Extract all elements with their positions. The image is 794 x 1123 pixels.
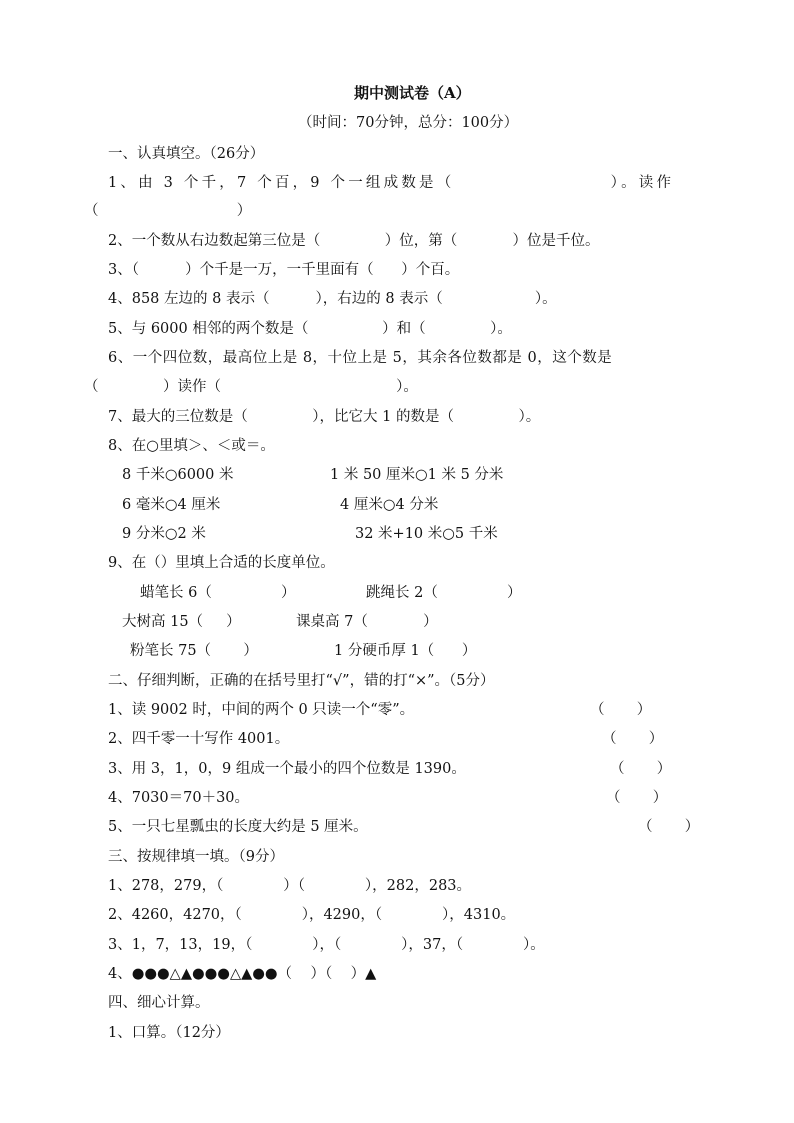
compare-item: 1 米 50 厘米○1 米 5 分米 [330, 467, 504, 483]
pattern-question-1: 1、278，279，（ ）（ ），282，283。 [108, 878, 472, 894]
judge-item: 2、四千零一十写作 4001。 [108, 731, 290, 747]
question-9: 9、在（）里填上合适的长度单位。 [108, 555, 335, 571]
unit-item: 课桌高 7（ ） [296, 614, 438, 630]
question-6-line-1: 6、一个四位数，最高位上是 8，十位上是 5，其余各位数都是 0，这个数是 [108, 350, 613, 366]
question-1-line-2: （ ） [84, 203, 252, 219]
section-4-heading: 四、细心计算。 [108, 995, 210, 1011]
question-2: 2、一个数从右边数起第三位是（ ）位，第（ ）位是千位。 [108, 233, 600, 249]
question-4: 4、858 左边的 8 表示（ ），右边的 8 表示（ ）。 [108, 291, 557, 307]
compare-item: 9 分米○2 米 [122, 526, 206, 542]
compare-item: 4 厘米○4 分米 [340, 497, 439, 513]
compare-item: 6 毫米○4 厘米 [122, 497, 221, 513]
unit-item: 大树高 15（ ） [122, 614, 241, 630]
question-6-line-2: （ ）读作（ ）。 [84, 379, 418, 395]
judge-answer-paren: （ ） [610, 761, 672, 777]
question-7: 7、最大的三位数是（ ），比它大 1 的数是（ ）。 [108, 409, 541, 425]
unit-item: 粉笔长 75（ ） [130, 643, 258, 659]
judge-item: 5、一只七星瓢虫的长度大约是 5 厘米。 [108, 819, 368, 835]
compare-item: 8 千米○6000 米 [122, 467, 234, 483]
judge-item: 1、读 9002 时，中间的两个 0 只读一个“零”。 [108, 702, 415, 718]
question-3: 3、（ ）个千是一万，一千里面有（ ）个百。 [108, 262, 460, 278]
judge-answer-paren: （ ） [590, 702, 652, 718]
question-8: 8、在○里填＞、＜或＝。 [108, 438, 275, 454]
judge-item: 3、用 3，1，0，9 组成一个最小的四个位数是 1390。 [108, 761, 466, 777]
page-subtitle: （时间：70分钟，总分：100分） [298, 115, 519, 131]
question-5: 5、与 6000 相邻的两个数是（ ）和（ ）。 [108, 321, 512, 337]
compare-item: 32 米+10 米○5 千米 [355, 526, 498, 542]
pattern-question-4: 4、●●●△▲●●●△▲●●（ ）（ ）▲ [108, 966, 377, 982]
judge-item: 4、7030＝70＋30。 [108, 790, 250, 806]
judge-answer-paren: （ ） [638, 819, 700, 835]
unit-item: 跳绳长 2（ ） [366, 585, 522, 601]
pattern-question-2: 2、4260，4270，（ ），4290，（ ），4310。 [108, 907, 516, 923]
pattern-question-3: 3、1，7，13，19，（ ），（ ），37，（ ）。 [108, 937, 545, 953]
section-2-heading: 二、仔细判断，正确的在括号里打“√”，错的打“×”。（5分） [108, 673, 495, 689]
unit-item: 蜡笔长 6（ ） [140, 585, 296, 601]
judge-answer-paren: （ ） [606, 790, 668, 806]
judge-answer-paren: （ ） [602, 731, 664, 747]
section-3-heading: 三、按规律填一填。（9分） [108, 849, 284, 865]
page-title: 期中测试卷（A） [354, 84, 471, 102]
unit-item: 1 分硬币厚 1（ ） [334, 643, 477, 659]
question-1-line-1: 1、由 3 个千，7 个百，9 个一组成数是（ ）。读作 [108, 175, 675, 191]
section-1-heading: 一、认真填空。（26分） [108, 146, 265, 162]
calc-question-1: 1、口算。（12分） [108, 1025, 230, 1041]
